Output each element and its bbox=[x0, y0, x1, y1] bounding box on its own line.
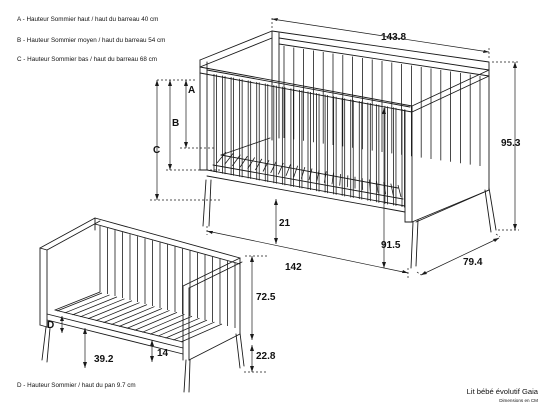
bench-seat-slat bbox=[173, 322, 214, 340]
dimension-lines bbox=[62, 16, 519, 372]
bench-depth-label: 39.2 bbox=[94, 354, 114, 365]
bench-seat-slat bbox=[150, 316, 192, 334]
bench-label-d: D bbox=[47, 320, 55, 331]
crib-base-slat bbox=[362, 178, 363, 190]
crib-drawing bbox=[200, 31, 496, 268]
bench-seat-slat bbox=[158, 318, 200, 336]
legend-d: D - Hauteur Sommier / haut du pan 9.7 cm bbox=[17, 382, 136, 389]
crib-height-label: 95.3 bbox=[501, 138, 521, 149]
crib-label-a: A bbox=[188, 85, 196, 96]
crib-post-height-label: 91.5 bbox=[381, 240, 401, 251]
bench-height-label: 72.5 bbox=[256, 292, 276, 303]
crib-inner-length-label: 142 bbox=[285, 262, 302, 273]
crib-base-slat bbox=[255, 159, 262, 170]
crib-label-b: B bbox=[172, 118, 180, 129]
bench-leg-height-label: 14 bbox=[157, 348, 169, 359]
crib-base-slat bbox=[286, 164, 291, 175]
crib-base-slat bbox=[248, 158, 255, 169]
crib-label-c: C bbox=[153, 145, 161, 156]
bench-seat-slat bbox=[88, 301, 132, 319]
bench-seat-slat bbox=[135, 312, 178, 330]
crib-base-slat bbox=[391, 184, 394, 196]
crib-depth-label: 79.4 bbox=[463, 257, 483, 268]
bench-drawing bbox=[40, 218, 244, 392]
bench-seat-slat bbox=[127, 310, 170, 328]
bench-seat-slat bbox=[181, 324, 222, 342]
crib-base-slat bbox=[340, 174, 341, 186]
crib-base-slat bbox=[398, 185, 401, 197]
bench-seat-slat bbox=[96, 303, 140, 321]
bench-seat-slat bbox=[111, 307, 154, 325]
bench-seat-slat bbox=[80, 299, 124, 317]
product-title-block bbox=[467, 387, 538, 403]
product-title: Lit bébé évolutif Gaia bbox=[466, 387, 538, 396]
bench-seat-slat bbox=[119, 309, 162, 327]
crib-clearance-label: 21 bbox=[279, 218, 291, 229]
units-note: Dimensions en CM bbox=[499, 398, 538, 403]
arrowheads bbox=[60, 18, 517, 372]
crib-base-slat bbox=[240, 156, 248, 167]
bench-seat-height-label: 22.8 bbox=[256, 351, 276, 362]
crib-base-slat bbox=[294, 166, 298, 177]
legend-a: A - Hauteur Sommier haut / haut du barreau 40 cm bbox=[17, 16, 159, 23]
bench-seat-slat bbox=[65, 295, 110, 313]
bench-seat-slat bbox=[73, 297, 118, 315]
crib-base-slat bbox=[225, 153, 234, 164]
crib-length-label: 143.8 bbox=[381, 32, 407, 43]
legend-b: B - Hauteur Sommier moyen / haut du barreau 54 cm bbox=[17, 37, 166, 44]
bench-seat-slat bbox=[57, 293, 102, 311]
crib-base-slat bbox=[347, 175, 348, 187]
bench-seat-slat bbox=[104, 305, 148, 323]
bench-seat-slat bbox=[166, 320, 208, 338]
bench-seat-slat bbox=[142, 314, 184, 332]
crib-base-slat bbox=[271, 162, 277, 173]
legend-c: C - Hauteur Sommier bas / haut du barreau 68 cm bbox=[17, 56, 157, 63]
